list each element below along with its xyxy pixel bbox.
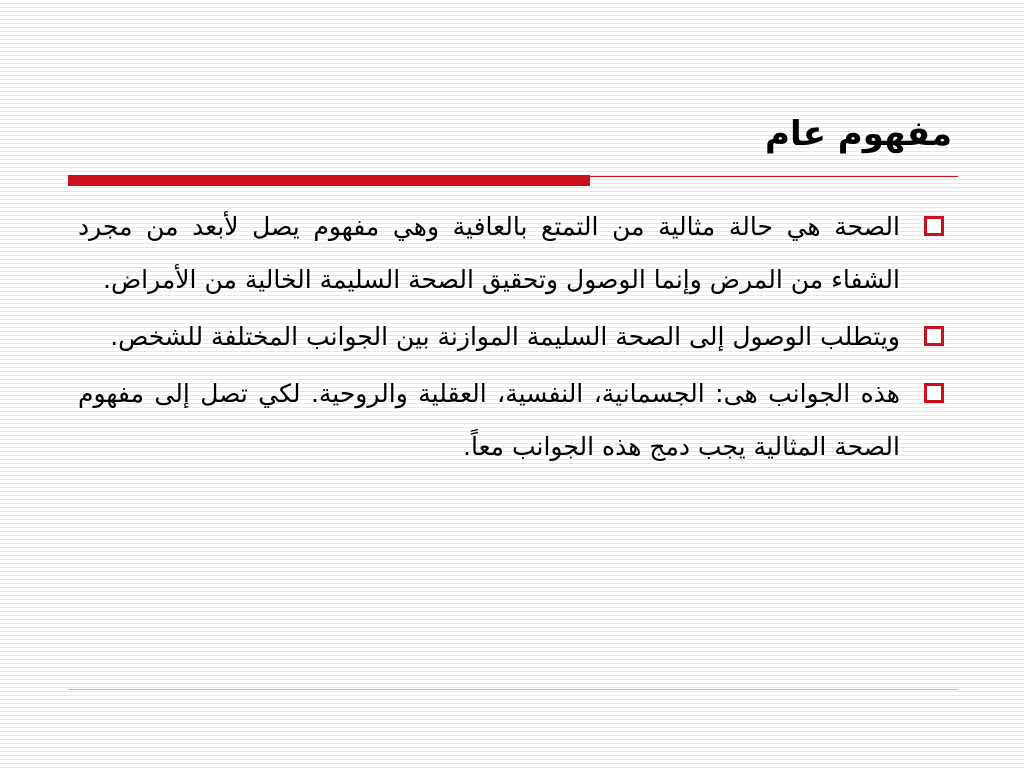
title-divider-accent — [68, 175, 590, 186]
hollow-square-icon — [924, 216, 944, 236]
bullet-text: الصحة هي حالة مثالية من التمتع بالعافية وهي مفهوم يصل لأبعد من مجرد الشفاء من المرض وإنما الوصول وتحقيق الصحة السليمة الخالية من الأمراض. — [78, 212, 900, 294]
slide-title: مفهوم عام — [765, 114, 952, 154]
bullet-list — [78, 200, 958, 477]
list-item — [78, 200, 958, 306]
bullet-text: هذه الجوانب هى: الجسمانية، النفسية، العقلية والروحية. لكي تصل إلى مفهوم الصحة المثالية يجب دمج هذه الجوانب معاً. — [78, 379, 900, 461]
footer-divider — [68, 689, 958, 690]
bullet-text: ويتطلب الوصول إلى الصحة السليمة الموازنة بين الجوانب المختلفة للشخص. — [110, 322, 900, 351]
hollow-square-icon — [924, 326, 944, 346]
list-item — [78, 310, 958, 363]
hollow-square-icon — [924, 383, 944, 403]
list-item — [78, 367, 958, 473]
